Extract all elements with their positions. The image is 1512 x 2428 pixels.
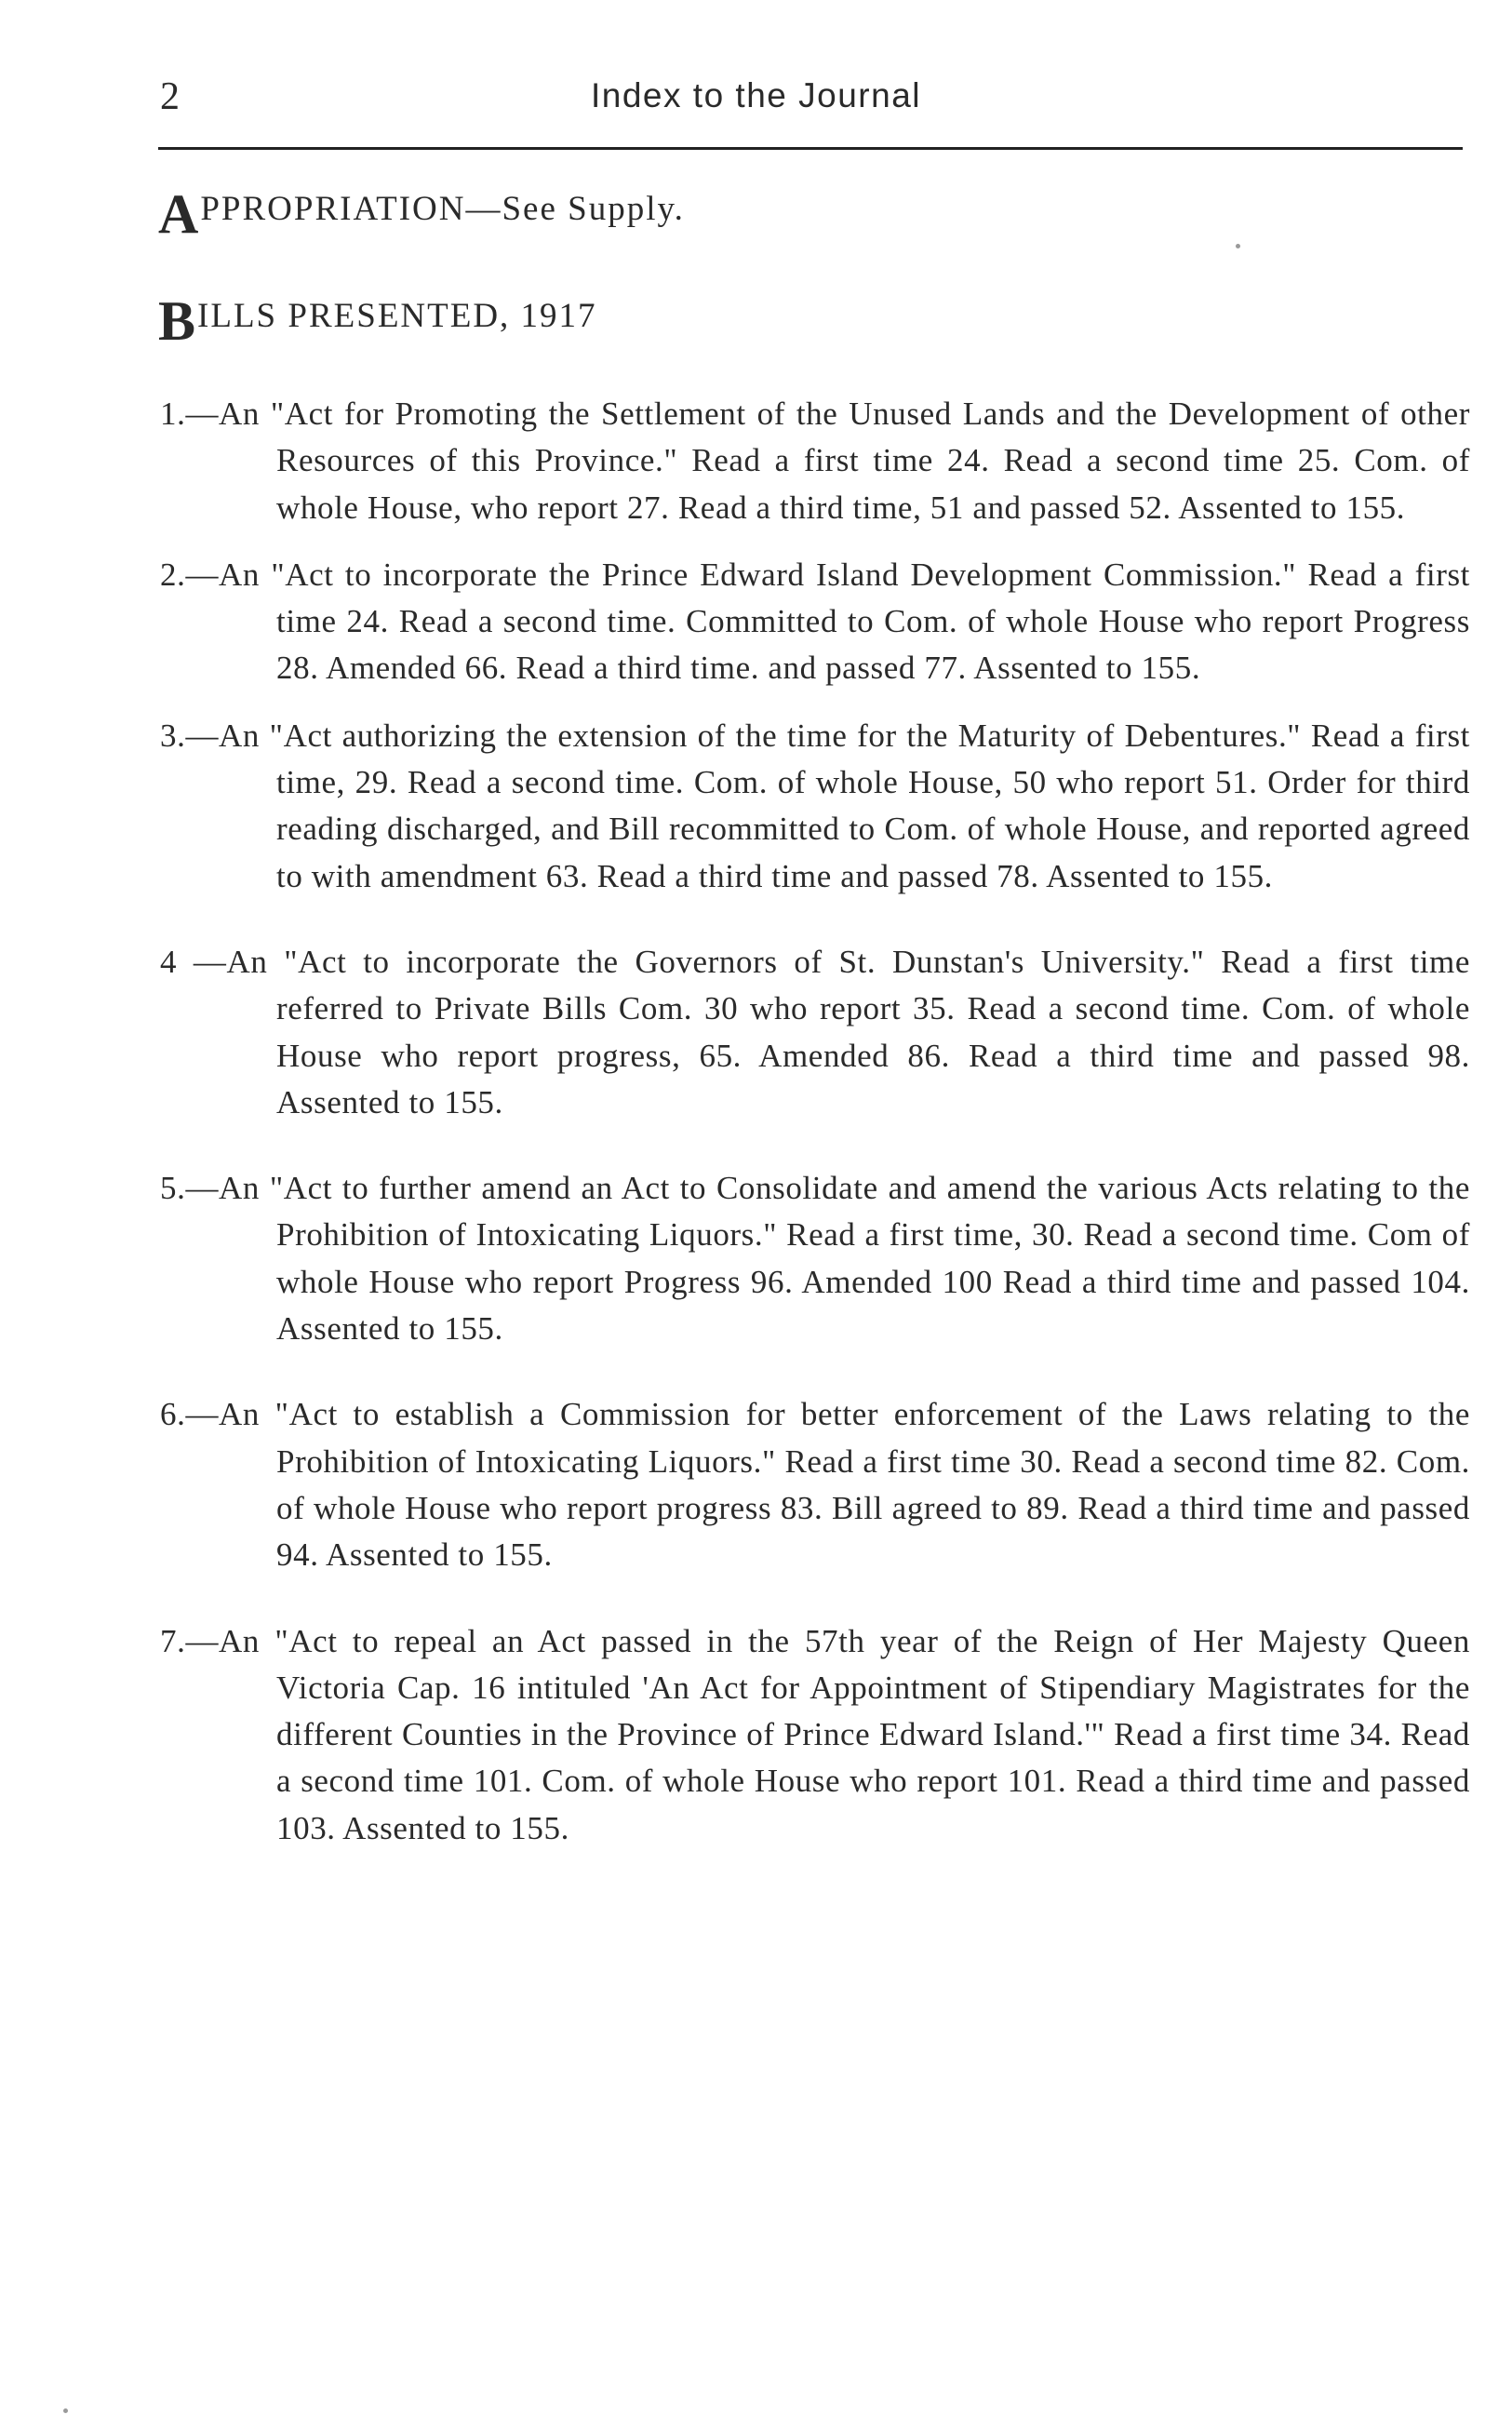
page-number: 2 — [160, 75, 180, 118]
bill-entry: 5.—An "Act to further amend an Act to Consolidate and amend the various Acts relating to the Prohibition of Intoxicating Liquors." Read a first time, 30. Read a second time. Com of whole House who report Progress 96. Amended 100 Read a third time and passed 104. Assented to 155. — [160, 1170, 1470, 1348]
bills-list — [160, 391, 1470, 1852]
section-heading-bills — [158, 290, 597, 352]
paper-speck — [63, 2408, 68, 2413]
section-heading-text: PPROPRIATION—See Supply. — [200, 190, 685, 228]
running-head — [0, 67, 1512, 132]
bill-entry: 7.—An "Act to repeal an Act passed in the 57th year of the Reign of Her Majesty Queen Victoria Cap. 16 intituled 'An Act for Appointment of Stipendiary Magistrates for the different Counties in the Province of Prince Edward Island.'" Read a first time 34. Read a second time 101. Com. of whole House who report 101. Read a third time and passed 103. Assented to 155. — [160, 1622, 1470, 1846]
paper-speck — [1236, 244, 1240, 248]
header-rule — [158, 147, 1463, 150]
drop-initial: A — [158, 183, 201, 245]
drop-initial: B — [158, 290, 198, 352]
bill-entry: 3.—An "Act authorizing the extension of the time for the Maturity of Debentures." Read a first time, 29. Read a second time. Com. of whole House, 50 who report 51. Order for third reading discharged, and Bill recommitted to Com. of whole House, and reported agreed to with amendment 63. Read a third time and passed 78. Assented to 155. — [160, 717, 1470, 894]
section-heading-appropriation — [158, 183, 685, 245]
bill-entry: 6.—An "Act to establish a Commission for better enforcement of the Laws relating to the Prohibition of Intoxicating Liquors." Read a first time 30. Read a second time 82. Com. of whole House who report progress 83. Bill agreed to 89. Read a third time and passed 94. Assented to 155. — [160, 1396, 1470, 1574]
bill-entry: 2.—An "Act to incorporate the Prince Edward Island Development Commission." Read a first time 24. Read a second time. Committed to Com. of whole House who report Progress 28. Amended 66. Read a third time. and passed 77. Assented to 155. — [160, 556, 1470, 687]
section-heading-text: ILLS PRESENTED, 1917 — [197, 297, 597, 335]
running-title: Index to the Journal — [591, 76, 921, 114]
bill-entry: 4 —An "Act to incorporate the Governors of St. Dunstan's University." Read a first time referred to Private Bills Com. 30 who report 35. Read a second time. Com. of whole House who report progress, 65. Amended 86. Read a third time and passed 98. Assented to 155. — [160, 943, 1470, 1120]
bill-entry: 1.—An "Act for Promoting the Settlement of the Unused Lands and the Development of other Resources of this Province." Read a first time 24. Read a second time 25. Com. of whole House, who report 27. Read a third time, 51 and passed 52. Assented to 155. — [160, 396, 1470, 526]
